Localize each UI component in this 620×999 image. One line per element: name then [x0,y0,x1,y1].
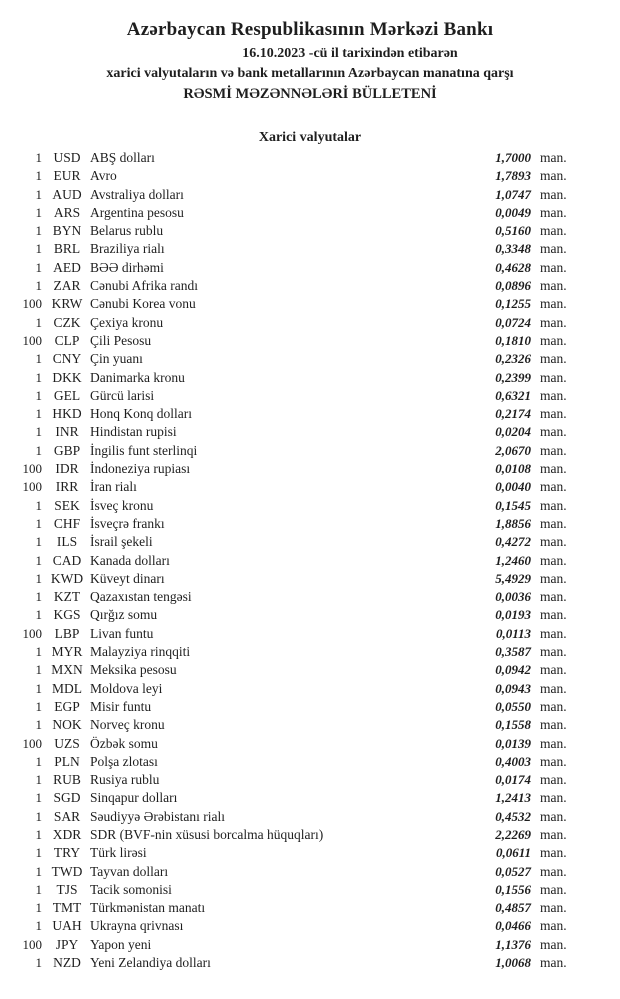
rate-row [0,570,581,588]
currency-name: Braziliya rialı [90,241,165,257]
rate-row [0,478,581,496]
rate-unit: man. [540,589,567,605]
rate-unit: man. [540,515,567,531]
currency-code: TWD [51,863,83,879]
rate-quantity: 1 [35,369,42,385]
currency-name: Çin yuanı [90,351,143,367]
rate-row [0,771,581,789]
currency-name: Meksika pesosu [90,662,177,678]
currency-name: Qazaxıstan tengəsi [90,589,192,605]
rate-unit: man. [540,863,567,879]
currency-code: IRR [55,479,79,495]
bulletin-title: RƏSMİ MƏZƏNNƏLƏRİ BÜLLETENİ [183,86,437,102]
rate-value: 0,3348 [495,241,531,257]
rate-unit: man. [540,442,567,458]
rate-unit: man. [540,662,567,678]
currency-name: ABŞ dolları [90,150,155,165]
rate-value: 0,0139 [495,735,531,751]
rate-unit: man. [540,900,567,916]
rate-value: 0,4532 [495,808,531,824]
currency-name: Belarus rublu [90,223,164,239]
bulletin-header [0,18,620,105]
rate-value: 2,2269 [495,826,531,842]
currency-name: Avro [90,168,117,184]
rate-value: 0,4857 [495,900,531,916]
rate-row [0,369,581,387]
rate-row [0,716,581,734]
rate-unit: man. [540,753,567,769]
rate-row [0,936,581,954]
currency-code: LBP [54,625,80,641]
currency-name: Cənubi Afrika randı [90,278,198,294]
currency-code: CHF [53,515,81,531]
rate-value: 0,5160 [495,223,531,239]
rate-row [0,881,581,899]
currency-code: CZK [53,314,81,330]
rate-quantity: 100 [22,735,42,751]
currency-code: BYN [52,223,82,239]
rate-unit: man. [540,387,567,403]
currency-code: SEK [54,497,80,513]
rate-unit: man. [540,406,567,422]
rate-quantity: 1 [35,717,42,733]
rate-row [0,277,581,295]
rate-value: 0,0108 [495,461,531,477]
currency-name: Avstraliya dolları [90,186,184,202]
currency-name: Çexiya kronu [90,314,164,330]
section-title-foreign-currencies: Xarici valyutalar [258,130,362,145]
rate-quantity: 1 [35,406,42,422]
currency-code: KWD [50,570,84,586]
rate-quantity: 1 [35,351,42,367]
rate-quantity: 1 [35,534,42,550]
rate-unit: man. [540,918,567,934]
rate-row [0,423,581,441]
rate-unit: man. [540,936,567,952]
rate-quantity: 1 [35,918,42,934]
currency-code: XDR [52,826,82,842]
rate-quantity: 1 [35,314,42,330]
rate-unit: man. [540,241,567,257]
rate-quantity: 100 [22,461,42,477]
currency-name: Yapon yeni [90,936,152,952]
rate-unit: man. [540,772,567,788]
rate-row [0,643,581,661]
currency-name: Rusiya rublu [90,772,160,788]
rate-row [0,588,581,606]
rate-quantity: 1 [35,900,42,916]
rate-value: 0,0113 [495,625,531,641]
rate-quantity: 100 [22,479,42,495]
rate-unit: man. [540,296,567,312]
rate-quantity: 100 [22,625,42,641]
rate-quantity: 1 [35,955,42,971]
rate-value: 1,7000 [495,150,531,165]
rate-row [0,515,581,533]
rate-row [0,332,581,350]
rate-quantity: 1 [35,772,42,788]
rate-quantity: 1 [35,881,42,897]
currency-code: HKD [52,406,82,422]
currency-name: SDR (BVF-nin xüsusi borcalma hüquqları) [90,826,324,842]
rate-row [0,917,581,935]
currency-code: INR [55,424,79,440]
rate-quantity: 1 [35,497,42,513]
rate-quantity: 1 [35,204,42,220]
currency-name: Livan funtu [90,625,154,641]
rates-table [0,149,620,972]
currency-code: TMT [52,900,82,916]
rate-value: 0,4628 [495,259,531,275]
rate-row [0,808,581,826]
rate-unit: man. [540,186,567,202]
rate-unit: man. [540,314,567,330]
currency-code: KRW [51,296,83,312]
currency-name: Tacik somonisi [90,881,172,897]
rate-quantity: 1 [35,753,42,769]
rate-quantity: 1 [35,168,42,184]
currency-code: NZD [53,955,81,971]
rate-quantity: 100 [22,332,42,348]
rate-quantity: 1 [35,515,42,531]
rate-value: 0,4003 [495,753,531,769]
rate-quantity: 100 [22,296,42,312]
rate-unit: man. [540,497,567,513]
rate-quantity: 1 [35,552,42,568]
currency-name: Sinqapur dolları [90,790,178,806]
rate-value: 0,0527 [495,863,531,879]
currency-code: CAD [52,552,82,568]
currency-name: Danimarka kronu [90,369,185,385]
rate-quantity: 1 [35,698,42,714]
rate-quantity: 1 [35,424,42,440]
rate-row [0,954,581,972]
rate-quantity: 1 [35,644,42,660]
rate-row [0,314,581,332]
currency-code: TRY [53,845,81,861]
rate-value: 1,0068 [495,955,531,971]
rate-row [0,826,581,844]
rate-value: 1,2413 [495,790,531,806]
currency-name: Çili Pesosu [90,332,152,348]
rate-value: 0,0174 [495,772,531,788]
currency-code: GBP [53,442,81,458]
rate-unit: man. [540,424,567,440]
rate-row [0,350,581,368]
currency-name: Honq Konq dolları [90,406,192,422]
rate-quantity: 1 [35,662,42,678]
rate-unit: man. [540,168,567,184]
currency-code: AUD [52,186,82,202]
rate-row [0,240,581,258]
rate-row [0,460,581,478]
rate-row [0,698,581,716]
rate-value: 0,0049 [495,204,531,220]
rate-value: 5,4929 [495,570,531,586]
rate-value: 1,7893 [495,168,531,184]
currency-name: Yeni Zelandiya dolları [90,955,211,971]
effective-date-line: 16.10.2023 -cü il tarixindən etibarən [242,46,458,61]
rate-value: 0,2326 [495,351,531,367]
rate-value: 1,0747 [495,186,531,202]
currency-name: Ukrayna qrivnası [90,918,184,934]
rate-row [0,497,581,515]
currency-code: MYR [51,644,83,660]
currency-code: CNY [52,351,82,367]
rate-unit: man. [540,570,567,586]
currency-code: KZT [53,589,81,605]
rate-value: 0,0466 [495,918,531,934]
rate-unit: man. [540,223,567,239]
rate-value: 0,0204 [495,424,531,440]
rate-value: 0,1556 [495,881,531,897]
rate-value: 0,0611 [495,845,531,861]
rate-quantity: 1 [35,387,42,403]
rate-unit: man. [540,351,567,367]
rate-unit: man. [540,278,567,294]
rate-value: 0,0550 [495,698,531,714]
rate-row [0,661,581,679]
rate-value: 1,8856 [495,515,531,531]
rate-unit: man. [540,717,567,733]
rate-row [0,295,581,313]
rate-row [0,405,581,423]
currency-code: ZAR [53,278,81,294]
currency-name: Küveyt dinarı [90,570,165,586]
rate-row [0,552,581,570]
rate-row [0,442,581,460]
rate-unit: man. [540,552,567,568]
currency-code: GEL [53,387,81,403]
currency-code: AED [53,259,81,275]
rate-unit: man. [540,845,567,861]
bulletin-subtitle: xarici valyutaların və bank metallarının Azərbaycan manatına qarşı [106,66,514,81]
rate-unit: man. [540,698,567,714]
rate-unit: man. [540,534,567,550]
rate-unit: man. [540,259,567,275]
currency-name: Polşa zlotası [90,753,158,769]
rate-quantity: 1 [35,607,42,623]
rate-row [0,204,581,222]
currency-code: DKK [52,369,82,385]
currency-name: Gürcü larisi [90,387,155,403]
rate-quantity: 1 [35,259,42,275]
rate-unit: man. [540,808,567,824]
rate-unit: man. [540,332,567,348]
currency-code: CLP [54,332,80,348]
rate-row [0,533,581,551]
currency-code: UZS [54,735,80,751]
rate-value: 0,3587 [495,644,531,660]
currency-name: İsrail şekeli [90,534,153,550]
currency-name: İsveçrə frankı [90,515,165,531]
currency-code: RUB [53,772,81,788]
rate-value: 0,0943 [495,680,531,696]
rate-unit: man. [540,826,567,842]
currency-code: JPY [55,936,79,952]
rate-unit: man. [540,461,567,477]
rate-quantity: 1 [35,863,42,879]
rate-value: 0,0896 [495,278,531,294]
rate-row [0,863,581,881]
currency-name: Qırğız somu [90,607,158,623]
currency-code: MDL [52,680,82,696]
rate-row [0,606,581,624]
currency-code: ARS [53,204,81,220]
currency-name: Hindistan rupisi [90,424,177,440]
rate-row [0,186,581,204]
currency-name: Türkmənistan manatı [90,900,206,916]
rate-value: 0,6321 [495,387,531,403]
rate-value: 1,1376 [495,936,531,952]
rate-quantity: 1 [35,223,42,239]
rate-row [0,735,581,753]
rate-row [0,167,581,185]
rate-value: 2,0670 [495,442,531,458]
rate-quantity: 1 [35,845,42,861]
currency-name: Tayvan dolları [90,863,169,879]
rate-unit: man. [540,150,567,165]
rate-row [0,753,581,771]
rate-unit: man. [540,607,567,623]
rate-unit: man. [540,644,567,660]
currency-name: Malayziya rinqqiti [90,644,191,660]
rate-quantity: 1 [35,808,42,824]
rate-value: 0,2399 [495,369,531,385]
currency-name: İngilis funt sterlinqi [90,442,198,458]
rate-quantity: 1 [35,570,42,586]
rate-row [0,899,581,917]
currency-name: Cənubi Korea vonu [90,296,196,312]
currency-code: PLN [54,753,80,769]
currency-name: Moldova leyi [90,680,163,696]
rate-value: 0,0193 [495,607,531,623]
currency-name: Özbək somu [90,735,158,751]
currency-code: EUR [53,168,81,184]
rate-quantity: 1 [35,278,42,294]
rate-unit: man. [540,204,567,220]
rate-row [0,149,581,167]
rate-row [0,259,581,277]
currency-code: USD [53,150,81,165]
currency-code: SGD [53,790,81,806]
currency-code: MXN [51,662,83,678]
rate-value: 0,0036 [495,589,531,605]
rate-unit: man. [540,625,567,641]
rate-quantity: 100 [22,936,42,952]
rate-value: 0,0942 [495,662,531,678]
currency-name: Misir funtu [90,698,152,714]
rate-row [0,625,581,643]
rate-unit: man. [540,790,567,806]
rate-value: 0,1558 [495,717,531,733]
currency-code: NOK [52,717,82,733]
bank-title: Azərbaycan Respublikasının Mərkəzi Bankı [126,19,494,40]
rate-value: 0,4272 [495,534,531,550]
rate-unit: man. [540,735,567,751]
rate-unit: man. [540,955,567,971]
rate-value: 0,1255 [495,296,531,312]
currency-code: TJS [56,881,78,897]
currency-name: Argentina pesosu [90,204,184,220]
rate-value: 0,0040 [495,479,531,495]
rate-value: 0,1545 [495,497,531,513]
rate-row [0,387,581,405]
rate-quantity: 1 [35,790,42,806]
rate-row [0,222,581,240]
rate-quantity: 1 [35,826,42,842]
currency-name: Türk lirəsi [90,845,147,861]
currency-code: IDR [55,461,79,477]
rate-row [0,844,581,862]
currency-name: Səudiyyə Ərəbistanı rialı [90,808,225,824]
rate-row [0,680,581,698]
currency-name: İsveç kronu [90,497,154,513]
rate-unit: man. [540,369,567,385]
currency-code: BRL [53,241,81,257]
currency-name: Kanada dolları [90,552,170,568]
rate-unit: man. [540,881,567,897]
rate-quantity: 1 [35,186,42,202]
rate-quantity: 1 [35,150,42,165]
currency-code: EGP [54,698,80,714]
rate-value: 0,1810 [495,332,531,348]
currency-name: İndoneziya rupiası [90,461,191,477]
currency-code: KGS [53,607,81,623]
rate-row [0,789,581,807]
rate-value: 0,2174 [495,406,531,422]
rate-value: 0,0724 [495,314,531,330]
currency-name: Norveç kronu [90,717,165,733]
rate-unit: man. [540,479,567,495]
rate-value: 1,2460 [495,552,531,568]
rate-quantity: 1 [35,442,42,458]
rate-quantity: 1 [35,589,42,605]
rate-quantity: 1 [35,241,42,257]
rate-unit: man. [540,680,567,696]
currency-name: BƏƏ dirhəmi [90,259,164,275]
currency-name: İran rialı [90,479,137,495]
currency-code: ILS [56,534,78,550]
rate-quantity: 1 [35,680,42,696]
currency-code: UAH [52,918,82,934]
currency-code: SAR [53,808,81,824]
